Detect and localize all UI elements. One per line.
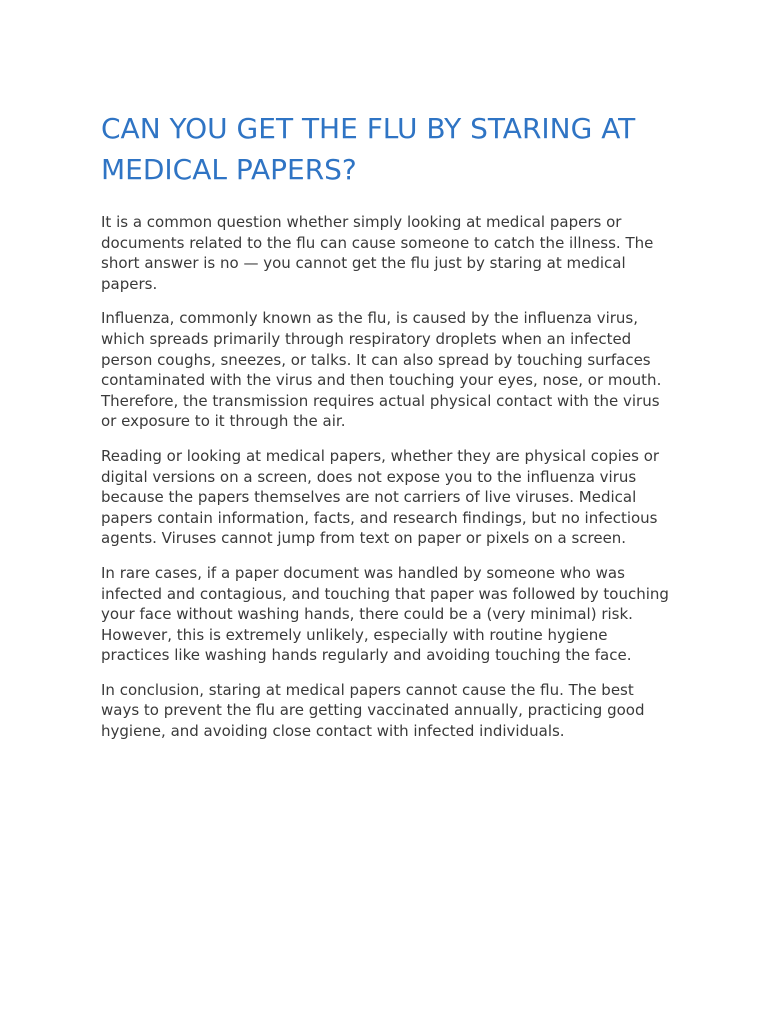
paragraph-rare-cases: In rare cases, if a paper document was handled by someone who was infected and contagious, and touching that paper was followed by touching your face without washing hands, there could be a (very minimal) risk. However, this is extremely unlikely, especially with routine hygiene practices like washing hands regularly and avoiding touching the face.	[101, 563, 669, 665]
paragraph-reading-papers: Reading or looking at medical papers, whether they are physical copies or digital versions on a screen, does not expose you to the influenza virus because the papers themselves are not carriers of live viruses. Medical papers contain information, facts, and research findings, but no infectious agents. Viruses cannot jump from text on paper or pixels on a screen.	[101, 446, 660, 548]
paragraph-intro: It is a common question whether simply looking at medical papers or documents related to the flu can cause someone to catch the illness. The short answer is no — you cannot get the flu just by staring at medical papers.	[101, 213, 654, 293]
document-title: CAN YOU GET THE FLU BY STARING AT MEDICAL PAPERS?	[101, 112, 636, 186]
paragraph-conclusion: In conclusion, staring at medical papers cannot cause the flu. The best ways to prevent the flu are getting vaccinated annually, practicing good hygiene, and avoiding close contact with infected individuals.	[101, 680, 645, 741]
paragraph-transmission: Influenza, commonly known as the flu, is caused by the influenza virus, which spreads primarily through respiratory droplets when an infected person coughs, sneezes, or talks. It can also spread by touching surfaces contaminated with the virus and then touching your eyes, nose, or mouth. Therefore, the transmission requires actual physical contact with the virus or exposure to it through the air.	[101, 309, 662, 431]
